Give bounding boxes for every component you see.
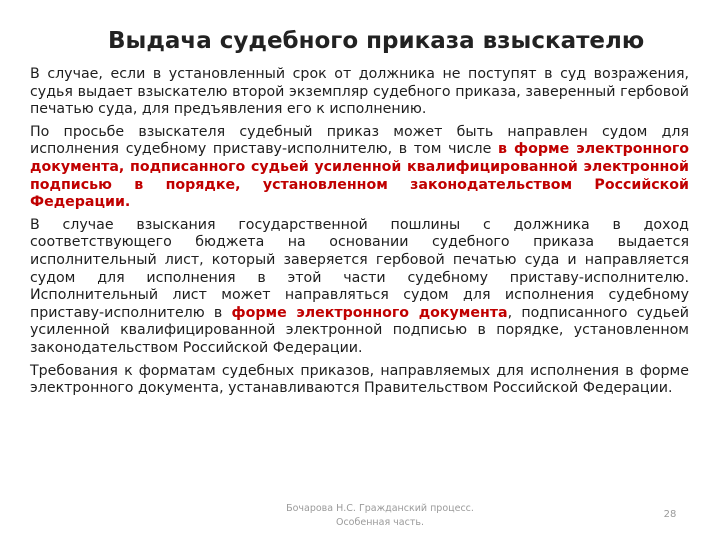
paragraph-2-text: По просьбе взыскателя судебный приказ может быть направлен судом для исполнения судебному приставу-исполнителю, в том числе xyxy=(30,123,689,158)
paragraph-1-text: В случае, если в установленный срок от должника не поступят в суд возражения, судья выдает взыскателю второй экземпляр судебного приказа, заверенный гербовой печатью суда, для предъявления его к исполнению. xyxy=(30,66,689,118)
paragraph-2 xyxy=(30,124,689,212)
paragraph-3 xyxy=(30,217,689,358)
paragraph-1 xyxy=(30,66,689,119)
paragraph-3-text: В случае взыскания государственной пошлины с должника в доход соответствующего бюджета на основании судебного приказа выдается исполнительный лист, который заверяется гербовой печатью суда и направляется судом для исполнения в этой части судебному приставу-исполнителю. Исполнительный лист может направляться судом для исполнения судебному приставу-исполнителю в xyxy=(30,216,689,321)
footer-course: Особенная часть. xyxy=(335,517,424,528)
slide-footer xyxy=(230,502,530,530)
paragraph-4 xyxy=(30,363,689,398)
paragraph-2-emphasis: в форме электронного документа, подписанного судьей усиленной квалифицированной электронной подписью в порядке, установленном законодательством Российской Федерации. xyxy=(30,141,689,211)
paragraph-3-emphasis: форме электронного документа xyxy=(231,304,508,321)
paragraph-3-text-end: , подписанного судьей усиленной квалифицированной электронной подписью в порядке, установленном законодательством Российской Федерации. xyxy=(30,304,690,356)
page-number: 28 xyxy=(663,509,677,520)
paragraph-4-text: Требования к форматам судебных приказов, направляемых для исполнения в форме электронного документа, устанавливаются Правительством Российской Федерации. xyxy=(30,362,689,397)
slide-body xyxy=(30,66,689,403)
footer-author: Бочарова Н.С. Гражданский процесс. xyxy=(286,503,474,514)
slide-title: Выдача судебного приказа взыскателю xyxy=(108,28,645,54)
